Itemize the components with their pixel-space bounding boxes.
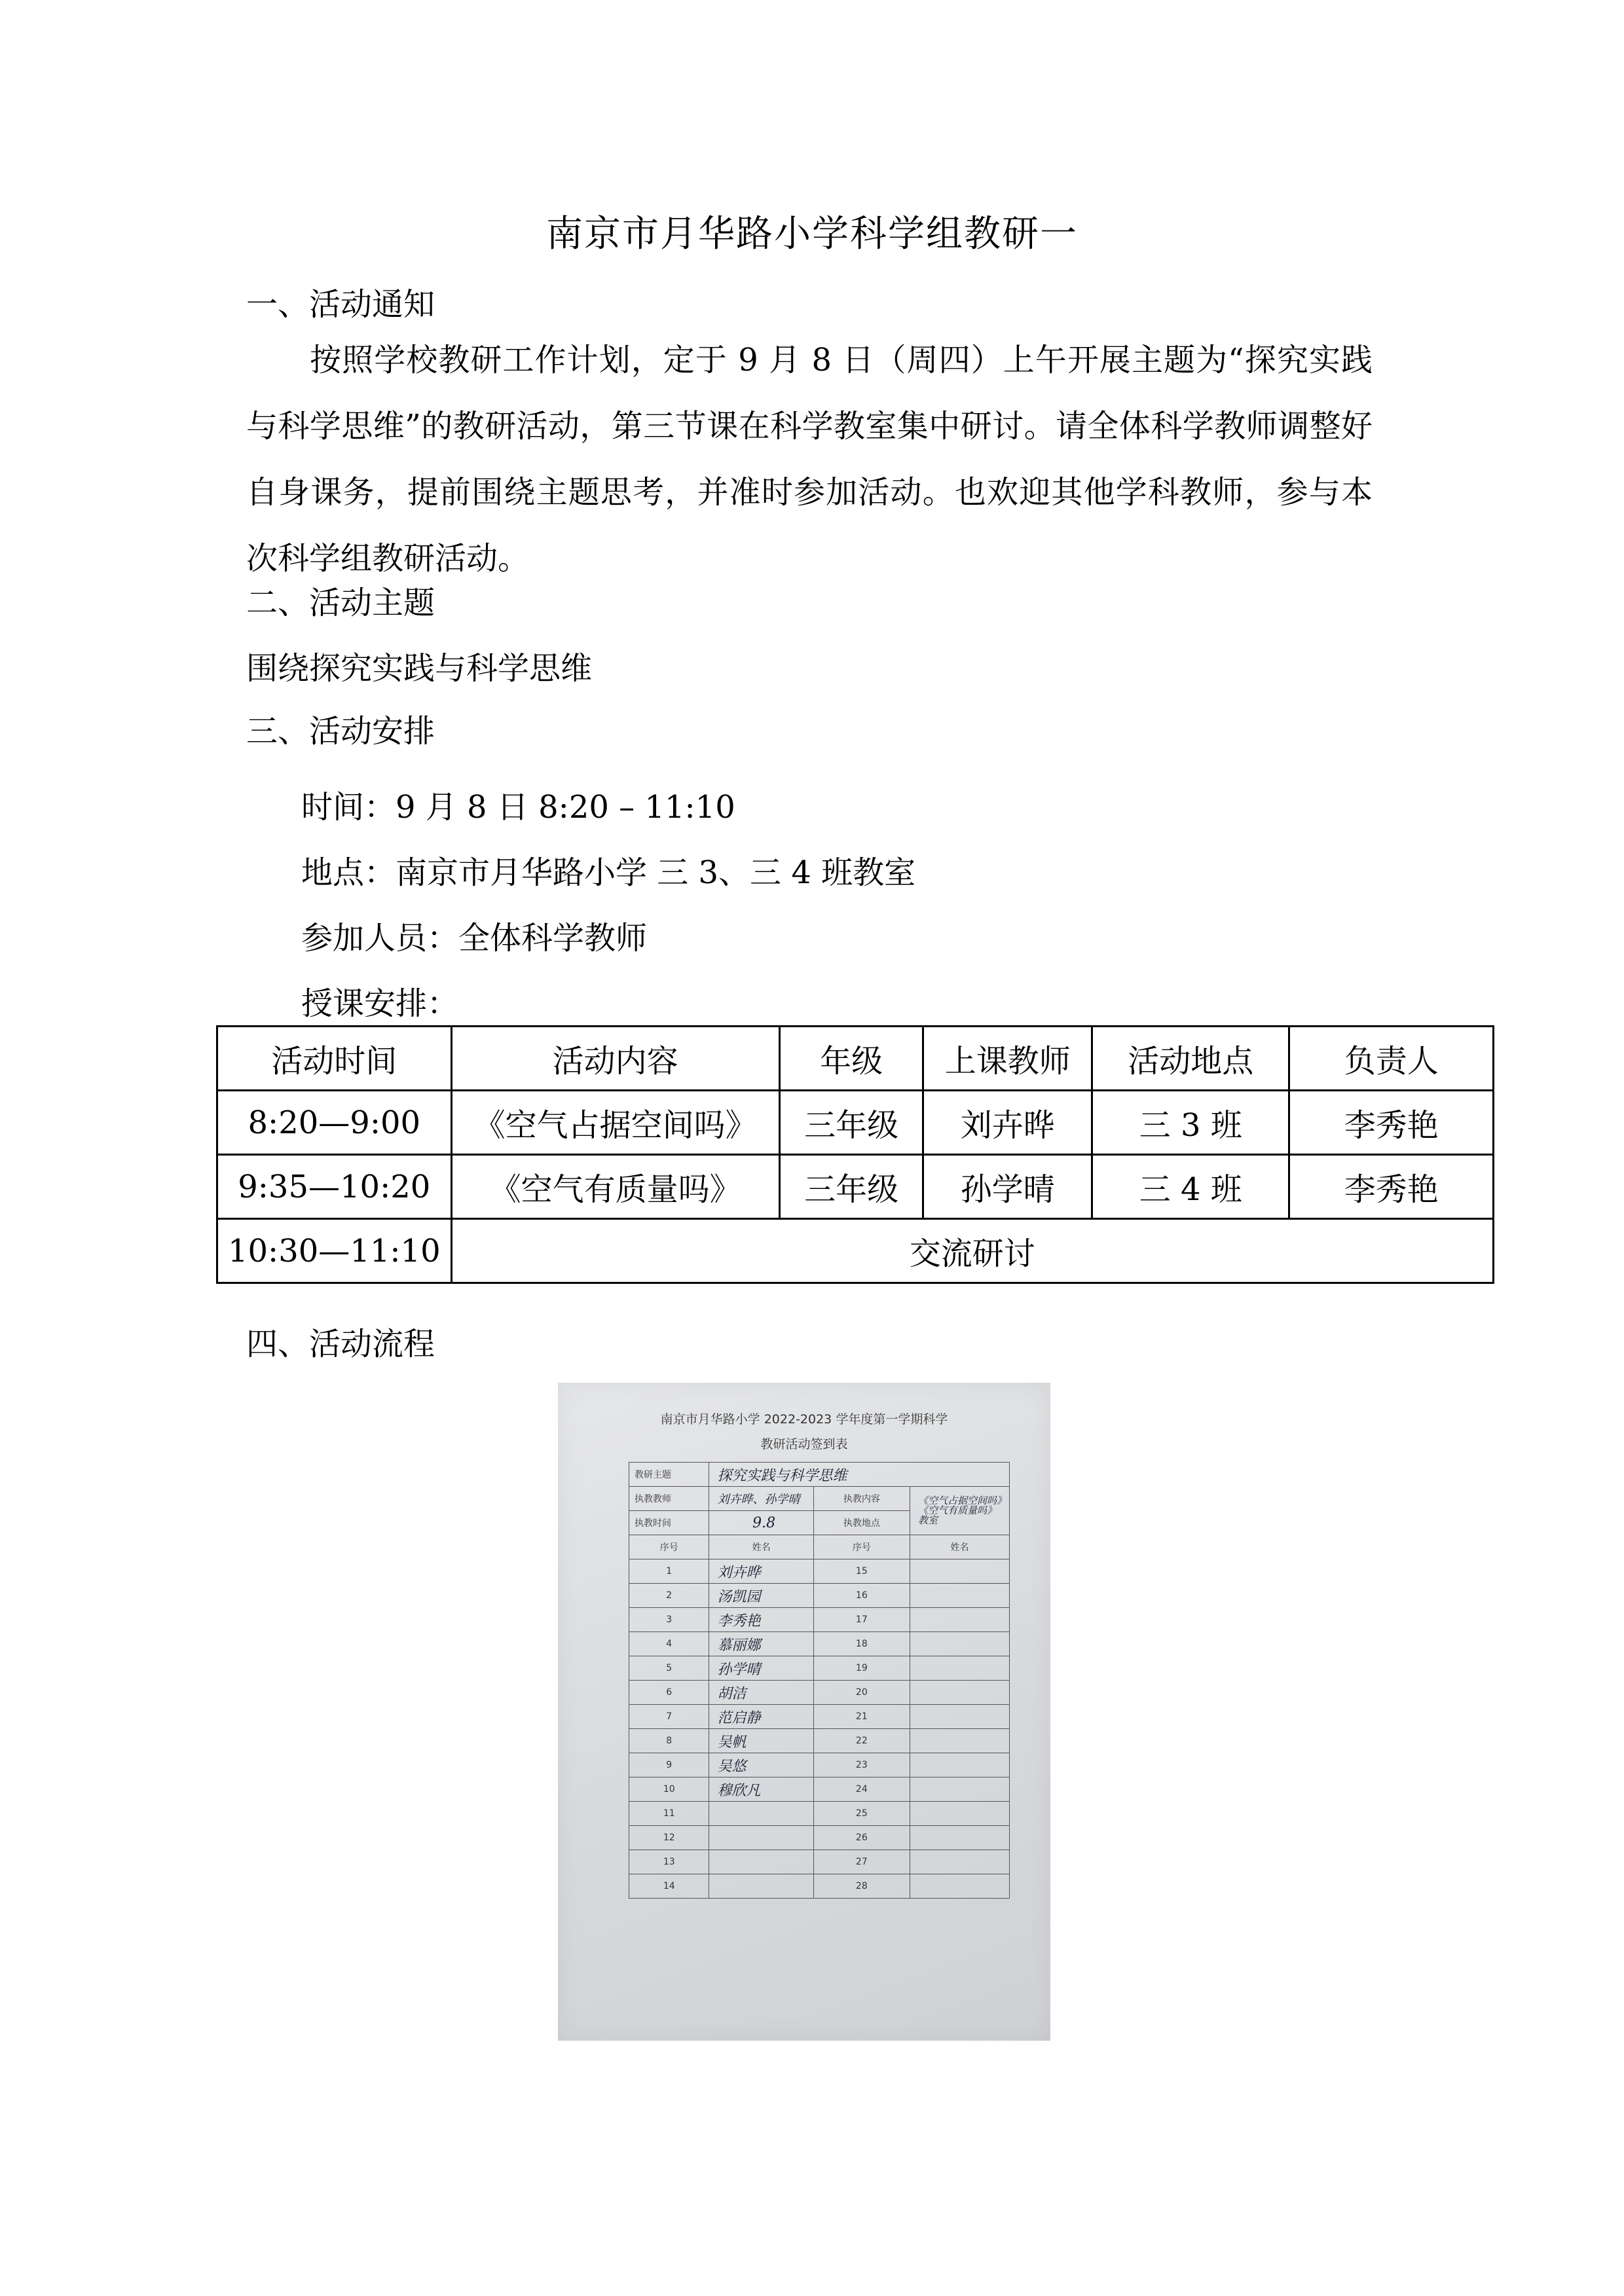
handwritten-time: 9.8: [709, 1511, 813, 1535]
sheet-title-line2: 教研活动签到表: [760, 1437, 848, 1451]
seq-cell: 16: [813, 1584, 910, 1608]
seq-cell: 15: [813, 1559, 910, 1584]
header-cell: 年级: [779, 1027, 923, 1091]
seq-cell: 22: [813, 1729, 910, 1753]
seq-cell: 3: [629, 1608, 709, 1632]
sheet-header: 序号: [629, 1535, 709, 1559]
name-cell-empty: [910, 1608, 1009, 1632]
table-cell: 三 3 班: [1092, 1091, 1289, 1155]
name-cell-empty: [910, 1802, 1009, 1826]
seq-cell: 4: [629, 1632, 709, 1656]
seq-cell: 20: [813, 1681, 910, 1705]
table-cell: 10:30—11:10: [217, 1219, 452, 1283]
handwritten-name: 穆欣凡: [709, 1777, 813, 1802]
seq-cell: 19: [813, 1656, 910, 1681]
table-cell: 三年级: [779, 1091, 923, 1155]
seq-cell: 9: [629, 1753, 709, 1777]
signin-sheet-photo: [558, 1383, 1050, 2041]
handwritten-topic: 探究实践与科学思维: [709, 1463, 1010, 1487]
name-cell-empty: [910, 1656, 1009, 1681]
handwritten-teacher: 刘卉晔、孙学晴: [709, 1487, 813, 1511]
sheet-header: 序号: [813, 1535, 910, 1559]
seq-cell: 5: [629, 1656, 709, 1681]
sheet-label: 执教地点: [813, 1511, 910, 1535]
header-cell: 负责人: [1289, 1027, 1494, 1091]
seq-cell: 14: [629, 1874, 709, 1899]
notice-paragraph: [246, 327, 1373, 592]
name-cell-empty: [910, 1584, 1009, 1608]
header-cell: 活动内容: [451, 1027, 779, 1091]
handwritten-name: [709, 1802, 813, 1826]
handwritten-name: 孙学晴: [709, 1656, 813, 1681]
time-line: 时间：9 月 8 日 8:20 – 11:10: [301, 789, 735, 826]
table-cell: 李秀艳: [1289, 1091, 1494, 1155]
name-cell-empty: [910, 1559, 1009, 1584]
page-title: 南京市月华路小学科学组教研一: [546, 213, 1078, 255]
theme-text: 围绕探究实践与科学思维: [246, 650, 593, 687]
table-cell: 李秀艳: [1289, 1155, 1494, 1219]
handwritten-content-2: 《空气有质量吗》: [917, 1504, 997, 1516]
notice-text: 按照学校教研工作计划，定于 9 月 8 日（周四）上午开展主题为“探究实践与科学思维”的教研活动，第三节课在科学教室集中研讨。请全体科学教师调整好自身课务，提前围绕主题思考，并准时参加活动。也欢迎其他学科教师，参与本次科学组教研活动。: [246, 342, 1373, 577]
seq-cell: 26: [813, 1826, 910, 1850]
seq-cell: 1: [629, 1559, 709, 1584]
table-cell-merged: 交流研讨: [451, 1219, 1493, 1283]
sheet-row: [629, 1802, 1010, 1826]
sheet-header: 姓名: [910, 1535, 1009, 1559]
seq-cell: 24: [813, 1777, 910, 1802]
sheet-row: [629, 1826, 1010, 1850]
table-cell: 8:20—9:00: [217, 1091, 452, 1155]
table-cell: 刘卉晔: [923, 1091, 1092, 1155]
seq-cell: 27: [813, 1850, 910, 1874]
handwritten-name: 范启静: [709, 1705, 813, 1729]
participants-line: 参加人员：全体科学教师: [301, 920, 648, 957]
header-cell: 上课教师: [923, 1027, 1092, 1091]
name-cell-empty: [910, 1729, 1009, 1753]
sheet-row: [629, 1656, 1010, 1681]
name-cell-empty: [910, 1850, 1009, 1874]
handwritten-name: 刘卉晔: [709, 1559, 813, 1584]
seq-cell: 10: [629, 1777, 709, 1802]
section-4-heading: 四、活动流程: [246, 1326, 435, 1362]
table-cell: 《空气占据空间吗》: [451, 1091, 779, 1155]
name-cell-empty: [910, 1826, 1009, 1850]
sheet-row: [629, 1777, 1010, 1802]
handwritten-name: 慕丽娜: [709, 1632, 813, 1656]
seq-cell: 11: [629, 1802, 709, 1826]
sheet-label: 执教教师: [629, 1487, 709, 1511]
table-cell: 9:35—10:20: [217, 1155, 452, 1219]
seq-cell: 25: [813, 1802, 910, 1826]
section-2-heading: 二、活动主题: [246, 585, 435, 621]
handwritten-name: 汤凯园: [709, 1584, 813, 1608]
sheet-topic-row: [629, 1463, 1010, 1487]
handwritten-name: 李秀艳: [709, 1608, 813, 1632]
seq-cell: 2: [629, 1584, 709, 1608]
seq-cell: 23: [813, 1753, 910, 1777]
sheet-row: [629, 1632, 1010, 1656]
seq-cell: 6: [629, 1681, 709, 1705]
sheet-row: [629, 1874, 1010, 1899]
schedule-label: 授课安排：: [301, 985, 459, 1022]
schedule-header-row: [217, 1027, 1494, 1091]
schedule-table: [216, 1025, 1494, 1284]
handwritten-name: 吴悠: [709, 1753, 813, 1777]
handwritten-name: [709, 1874, 813, 1899]
handwritten-name: 胡洁: [709, 1681, 813, 1705]
table-cell: 《空气有质量吗》: [451, 1155, 779, 1219]
schedule-row: [217, 1155, 1494, 1219]
seq-cell: 12: [629, 1826, 709, 1850]
name-cell-empty: [910, 1632, 1009, 1656]
seq-cell: 28: [813, 1874, 910, 1899]
sheet-label: 执教时间: [629, 1511, 709, 1535]
name-cell-empty: [910, 1705, 1009, 1729]
sheet-row: [629, 1681, 1010, 1705]
header-cell: 活动地点: [1092, 1027, 1289, 1091]
place-line: 地点：南京市月华路小学 三 3、三 4 班教室: [301, 854, 916, 891]
handwritten-name: 吴帆: [709, 1729, 813, 1753]
schedule-row: [217, 1219, 1494, 1283]
table-cell: 三年级: [779, 1155, 923, 1219]
header-cell: 活动时间: [217, 1027, 452, 1091]
sheet-row: [629, 1753, 1010, 1777]
sheet-row: [629, 1705, 1010, 1729]
name-cell-empty: [910, 1753, 1009, 1777]
table-cell: 孙学晴: [923, 1155, 1092, 1219]
seq-cell: 7: [629, 1705, 709, 1729]
handwritten-content-1: 《空气占据空间吗》: [917, 1495, 1006, 1506]
sheet-row: [629, 1608, 1010, 1632]
signin-table: [629, 1462, 1010, 1899]
sheet-header: 姓名: [709, 1535, 813, 1559]
section-1-heading: 一、活动通知: [246, 286, 435, 323]
sheet-row: [629, 1850, 1010, 1874]
sheet-row: [629, 1559, 1010, 1584]
sheet-header-row: [629, 1535, 1010, 1559]
sheet-row: [629, 1584, 1010, 1608]
section-3-heading: 三、活动安排: [246, 713, 435, 750]
schedule-row: [217, 1091, 1494, 1155]
sheet-title-line1: 南京市月华路小学 2022-2023 学年度第一学期科学: [660, 1412, 948, 1427]
seq-cell: 21: [813, 1705, 910, 1729]
handwritten-name: [709, 1826, 813, 1850]
sheet-row: [629, 1729, 1010, 1753]
sheet-teacher-row: [629, 1487, 1010, 1511]
sheet-label: 教研主题: [629, 1463, 709, 1487]
seq-cell: 17: [813, 1608, 910, 1632]
seq-cell: 8: [629, 1729, 709, 1753]
name-cell-empty: [910, 1874, 1009, 1899]
sheet-label: 执教内容: [813, 1487, 910, 1511]
handwritten-name: [709, 1850, 813, 1874]
seq-cell: 13: [629, 1850, 709, 1874]
table-cell: 三 4 班: [1092, 1155, 1289, 1219]
name-cell-empty: [910, 1681, 1009, 1705]
handwritten-place: 教室: [917, 1514, 938, 1526]
seq-cell: 18: [813, 1632, 910, 1656]
handwritten-content: [910, 1487, 1009, 1535]
name-cell-empty: [910, 1777, 1009, 1802]
sheet-rows: [629, 1559, 1010, 1899]
